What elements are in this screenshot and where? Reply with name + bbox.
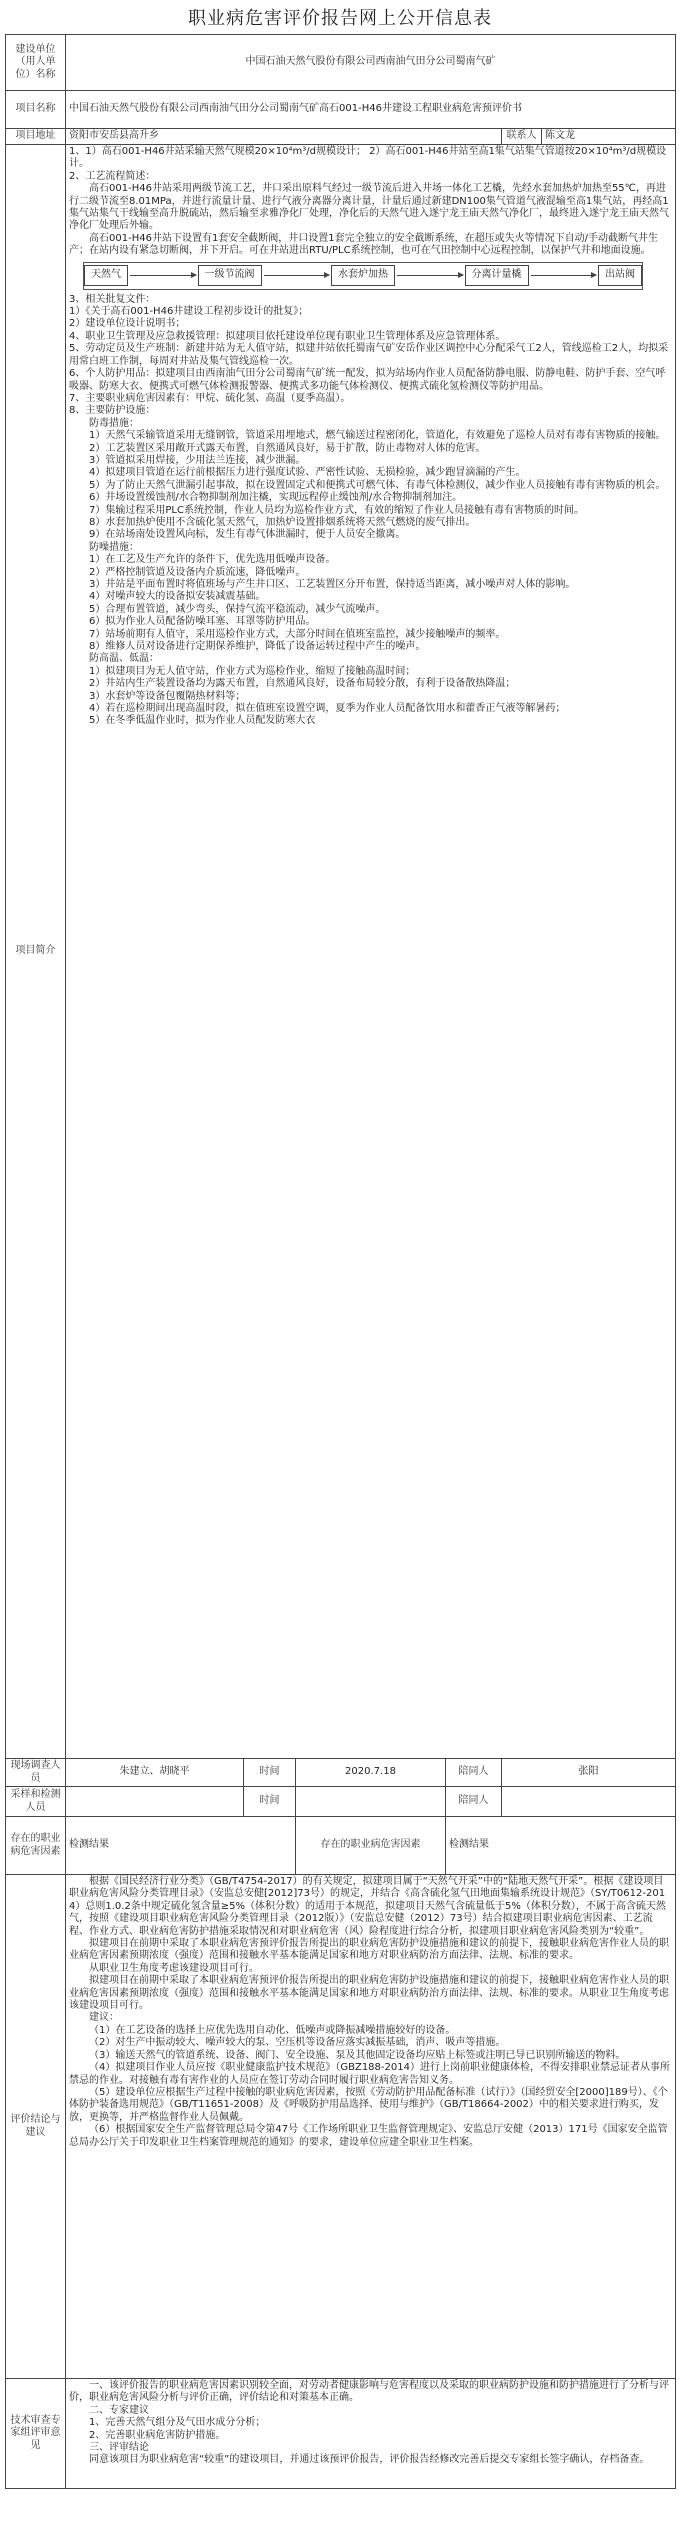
sampling-time — [296, 1787, 446, 1817]
intro-row — [6, 145, 676, 1759]
review-row — [6, 2379, 676, 2489]
protection-heat-title: 防高温、低温： — [89, 653, 159, 665]
contact-label: 联系人 — [502, 129, 542, 145]
protection-heat-5: 5）在冬季低温作业时，拟为作业人员配发防寒大衣 — [89, 715, 316, 727]
review-summary: 一、该评价报告的职业病危害因素识别较全面，对劳动者健康影响与危害程度以及采取的职业病防护设施和防护措施进行了分析与评价，职业病危害风险分析与评价正确，评价结论和对策基本正确。 — [69, 2380, 669, 2404]
intro-hazards: 7、主要职业病危害因素有：甲烷、硫化氢、高温（夏季高温）。 — [69, 392, 351, 404]
flow-arrow — [130, 275, 196, 276]
protection-toxic-9: 9）在站场南处设置风向标，发生有毒气体泄漏时，便于人员安全撤离。 — [89, 529, 406, 541]
unit-name: 中国石油天然气股份有限公司西南油气田分公司蜀南气矿 — [66, 35, 676, 91]
project-row — [6, 91, 676, 129]
intro-approval-1: 1）《关于高石001-H46井建设工程初步设计的批复》； — [69, 306, 309, 318]
protection-heat-2: 2）井站内生产装置设备均为露天布置，自然通风良好，设备布局较分散，有利于设备散热降温； — [89, 678, 516, 690]
protection-toxic-2: 2）工艺装置区采用敞开式露天布置，自然通风良好，易于扩散，防止毒物对人体的危害。 — [89, 442, 486, 454]
survey-time: 2020.7.18 — [296, 1759, 446, 1787]
protection-heat-3: 3）水套炉等设备包覆隔热材料等； — [89, 690, 246, 702]
review-suggestion-1: 1、完善天然气组分及气田水成分分析； — [89, 2417, 266, 2429]
flow-step-separator: 分离计量橇 — [465, 265, 529, 285]
protection-noise-4: 4）对噪声较大的设备拟安装减震基础。 — [89, 591, 266, 603]
conclusion-feasible: 从职业卫生角度考虑该建设项目可行。 — [89, 1962, 259, 1974]
conclusion-row — [6, 1875, 676, 2379]
conclusion-assessment-2: 拟建项目在前期中采取了本职业病危害预评价报告所提出的职业病危害防护设施措施和建议的前提下，接触职业病危害作业人员的职业病危害因素预期浓度（强度）范围和接触水平基本能满足国家和地方对职业病防治方面法律、法规、标准的要求。从职业卫生角度考虑该建设项目可行。 — [69, 1975, 669, 2012]
intro-approval-2: 2）建设单位设计说明书； — [69, 318, 186, 330]
sampling-staff — [66, 1787, 244, 1817]
hazards-note: 检测结果 — [66, 1817, 296, 1875]
protection-noise-7: 7）站场前期有人值守，采用巡检作业方式，大部分时间在值班室监控，减少接触噪声的频率。 — [89, 628, 506, 640]
survey-staff-label: 现场调查人员 — [6, 1759, 66, 1787]
flow-arrow — [397, 275, 463, 276]
sampling-accompany — [502, 1787, 676, 1817]
conclusion-content — [66, 1875, 676, 2379]
protection-toxic-4: 4）拟建项目管道在运行前根据压力进行强度试验、严密性试验、无损检验，减少跑冒滴漏的产生。 — [89, 467, 526, 479]
protection-heat-1: 1）拟建项目为无人值守站，作业方式为巡检作业，缩短了接触高温时间； — [89, 665, 416, 677]
protection-toxic-5: 5）为了防止天然气泄漏引起事故，拟在设置固定式和便携式可燃气体、有毒气体检测仪，减少作业人员接触有毒有害物质的机会。 — [89, 479, 666, 491]
review-conclusion-title: 三、评审结论 — [89, 2442, 149, 2454]
sampling-accompany-label: 陪同人 — [446, 1787, 502, 1817]
address-label: 项目地址 — [6, 129, 66, 145]
project-label: 项目名称 — [6, 91, 66, 129]
suggestion-5: （5）建设单位应根据生产过程中接触的职业病危害因素，按照《劳动防护用品配备标准（试行）》（国经贸安全[2000]189号）、《个体防护装备选用规范》（GB/T11651-2008）及《呼吸防护用品选择、使用与维护》（GB/T18664-2002）中的相关要求进行购买，发放，更换等，并严格监督作业人员佩戴。 — [69, 2086, 668, 2123]
intro-approvals-title: 3、相关批复文件： — [69, 293, 156, 305]
conclusion-assessment: 拟建项目在前期中采取了本职业病危害预评价报告所提出的职业病危害防护设施措施和建议的前提下，接触职业病危害作业人员的职业病危害因素预期浓度（强度）范围和接触水平基本能满足国家和地方对职业病防治方面法律、法规、标准的要求。 — [69, 1938, 669, 1962]
survey-time-label: 时间 — [244, 1759, 296, 1787]
suggestion-2: （2）对生产中振动较大、噪声较大的泵、空压机等设备应落实减振基础，消声、吸声等措施。 — [89, 2037, 506, 2049]
address-row — [6, 129, 676, 145]
intro-process-a: 高石001-H46井站采用两级节流工艺，井口采出原料气经过一级节流后进入井场一体化工艺橇，先经水套加热炉加热至55℃，再进行二级节流至8.01MPa，并进行流量计量、进行气液分离器分离计量，计量后通过新建DN100集气管道气液混输至高1集气站，再经高1集气站集气干线输至高升脱硫站，然后输至求雅净化厂处理，净化后的天然气进入遂宁龙王庙天然气净化厂，最终进入遂宁龙王庙天然气净化厂处理后外输。 — [69, 183, 669, 232]
intro-label: 项目简介 — [6, 145, 66, 1759]
exposure-label: 存在的职业病危害因素 — [296, 1817, 446, 1875]
intro-process-b: 高石001-H46井站下设置有1套安全截断阀，井口设置1套完全独立的安全截断系统，在超压或失火等情况下自动/手动截断气井生产；在站内设有紧急切断阀，并下开启。可在井站进出RTU/PLC系统控制，也可在气田控制中心远程控制，以保护气井和地面设施。 — [69, 232, 659, 257]
protection-noise-5: 5）合理布置管道，减少弯头，保持气流平稳流动，减少气流噪声。 — [89, 603, 386, 615]
hazards-label: 存在的职业病危害因素 — [6, 1817, 66, 1875]
contact-name: 陈文龙 — [542, 129, 676, 145]
survey-staff: 朱建立、胡晓平 — [66, 1759, 244, 1787]
project-name: 中国石油天然气股份有限公司西南油气田分公司蜀南气矿高石001-H46井建设工程职业病危害预评价书 — [66, 91, 676, 129]
exposure-note: 检测结果 — [446, 1817, 676, 1875]
protection-toxic-3: 3）管道拟采用焊接，少用法兰连接，减少泄漏。 — [89, 454, 306, 466]
flow-step-heater: 水套炉加热 — [331, 265, 395, 285]
protection-noise-1: 1）在工艺及生产允许的条件下，优先选用低噪声设备。 — [89, 554, 336, 566]
flow-step-throttle: 一级节流阀 — [198, 265, 262, 285]
conclusion-label: 评价结论与建议 — [6, 1875, 66, 2379]
suggestion-3: （3）输送天然气的管道系统、设备、阀门、安全设施、泵及其他固定设备均应贴上标签或注明已导已识别所输送的物料。 — [89, 2049, 626, 2061]
flow-step-outlet: 出站阀 — [598, 265, 642, 285]
survey-accompany-label: 陪同人 — [446, 1759, 502, 1787]
review-content — [66, 2379, 676, 2489]
intro-staffing: 5、劳动定员及生产班制：新建井站为无人值守站，拟建井站依托蜀南气矿安岳作业区调控中心分配采气工2人，管线巡检工2人，均拟采用常白班工作制，每周对井站及集气管线巡检一次。 — [69, 343, 669, 367]
address-value: 资阳市安岳县高升乡 — [66, 129, 502, 145]
flow-arrow — [531, 275, 597, 276]
suggestions-title: 建议： — [89, 2012, 119, 2024]
intro-protection-title: 8、主要防护设施： — [69, 405, 156, 417]
protection-toxic-7: 7）集输过程采用PLC系统控制，作业人员均为巡检作业方式，有效的缩短了作业人员接触有毒有害物质的时间。 — [89, 504, 584, 516]
unit-row — [6, 35, 676, 91]
protection-toxic-6: 6）井场设置缓蚀剂/水合物抑制剂加注橇，实现远程停止缓蚀剂/水合物抑制剂加注。 — [89, 492, 463, 504]
protection-noise-8: 8）维修人员对设备进行定期保养维护，降低了设备运转过程中产生的噪声。 — [89, 641, 426, 653]
sampling-row — [6, 1787, 676, 1817]
protection-noise-2: 2）严格控制管道及设备内介质流速，降低噪声。 — [89, 566, 306, 578]
survey-accompany: 张阳 — [502, 1759, 676, 1787]
intro-scale: 1、1）高石001-H46井站采输天然气规模20×10⁴m³/d规模设计； 2）高石001-H46井站至高1集气站集气管道按20×10⁴m³/d规模设计。 — [69, 146, 667, 170]
protection-heat-4: 4）若在巡检期间出现高温时段，拟在值班室设置空调，夏季为作业人员配备饮用水和藿香正气液等解暑药； — [89, 703, 566, 715]
review-conclusion: 同意该项目为职业病危害“较重”的建设项目，并通过该预评价报告，评价报告经修改完善后提交专家组长签字确认，存档备查。 — [89, 2454, 650, 2466]
hazards-row — [6, 1817, 676, 1875]
page-title: 职业病危害评价报告网上公开信息表 — [188, 8, 492, 29]
sampling-staff-label: 采样和检测人员 — [6, 1787, 66, 1817]
protection-toxic-1: 1）天然气采输管道采用无缝钢管，管道采用埋地式，燃气输送过程密闭化，管道化，有效避免了巡检人员对有毒有害物质的接触。 — [89, 430, 666, 442]
unit-label: 建设单位（用人单位）名称 — [6, 35, 66, 91]
process-flow-diagram — [83, 262, 643, 290]
intro-ppe: 6、个人防护用品：拟建项目由西南油气田分公司蜀南气矿统一配发，拟为站场内作业人员配备防静电服、防静电鞋、防护手套、空气呼吸器、防寒大衣、便携式可燃气体检测报警器、便携式多功能气体检测仪、便携式硫化氢检测仪等防护用品。 — [69, 368, 666, 392]
protection-noise-title: 防噪措施： — [89, 541, 139, 553]
sampling-time-label: 时间 — [244, 1787, 296, 1817]
review-suggestion-2: 2、完善职业病危害防护措施。 — [89, 2429, 226, 2441]
flow-step-gas: 天然气 — [84, 265, 128, 285]
protection-noise-6: 6）拟为作业人员配备防噪耳塞、耳罩等防护用品。 — [89, 616, 316, 628]
info-table — [5, 34, 676, 2489]
flow-arrow — [264, 275, 330, 276]
intro-management: 4、职业卫生管理及应急救援管理：拟建项目依托建设单位现有职业卫生管理体系及应急管理体系。 — [69, 330, 506, 342]
intro-process-title: 2、工艺流程简述： — [69, 170, 156, 182]
suggestion-6: （6）根据国家安全生产监督管理总局令第47号《工作场所职业卫生监督管理规定》、安监总厅安健（2013）171号《国家安全监管总局办公厅关于印发职业卫生档案管理规范的通知》的要求，建设单位应建全职业卫生档案。 — [69, 2124, 668, 2148]
conclusion-classification: 根据《国民经济行业分类》（GB/T4754-2017）的有关规定，拟建项目属于“天然气开采”中的“陆地天然气开采”。根据《建设项目职业病危害风险分类管理目录》（安监总安健[2012]73号）的规定，并结合《高含硫化氢气田地面集输系统设计规范》（SY/T0612-2014）总则1.0.2条中规定硫化氢含量≥5%（体积分数）的适用于本规范，拟建项目天然气含硫量低于5%（体积分数），不属于高含硫天然气，按照《建设项目职业病危害风险分类管理目录（2012版）》（安监总安健（2012）73号）结合拟建项目职业病危害因素、工艺流程、作业方式、职业病危害防护措施采取情况和对职业病危害（风）险程度进行综合分析，拟建项目职业病危害风险类别为“较重”。 — [69, 1876, 666, 1937]
suggestion-1: （1）在工艺设备的选择上应优先选用自动化、低噪声或降振减噪措施较好的设备。 — [89, 2024, 456, 2036]
protection-toxic-title: 防毒措施： — [89, 417, 139, 429]
protection-toxic-8: 8）水套加热炉使用不含硫化氢天然气，加热炉设置排烟系统将天然气燃烧的废气排出。 — [89, 516, 476, 528]
review-suggestions-title: 二、专家建议 — [89, 2404, 149, 2416]
review-label: 技术审查专家组评审意见 — [6, 2379, 66, 2489]
intro-content — [66, 145, 676, 1759]
suggestion-4: （4）拟建项目作业人员应按《职业健康监护技术规范》（GBZ188-2014）进行上岗前职业健康体检，不得安排职业禁忌证者从事所禁忌的作业。对接触有毒有害作业的人员应在签订劳动合同时履行职业病危害告知义务。 — [69, 2062, 670, 2086]
protection-noise-3: 3）井站是平面布置时将值班场与产生井口区、工艺装置区分开布置，保持适当距离，减小噪声对人体的影响。 — [89, 579, 576, 590]
survey-row — [6, 1759, 676, 1787]
